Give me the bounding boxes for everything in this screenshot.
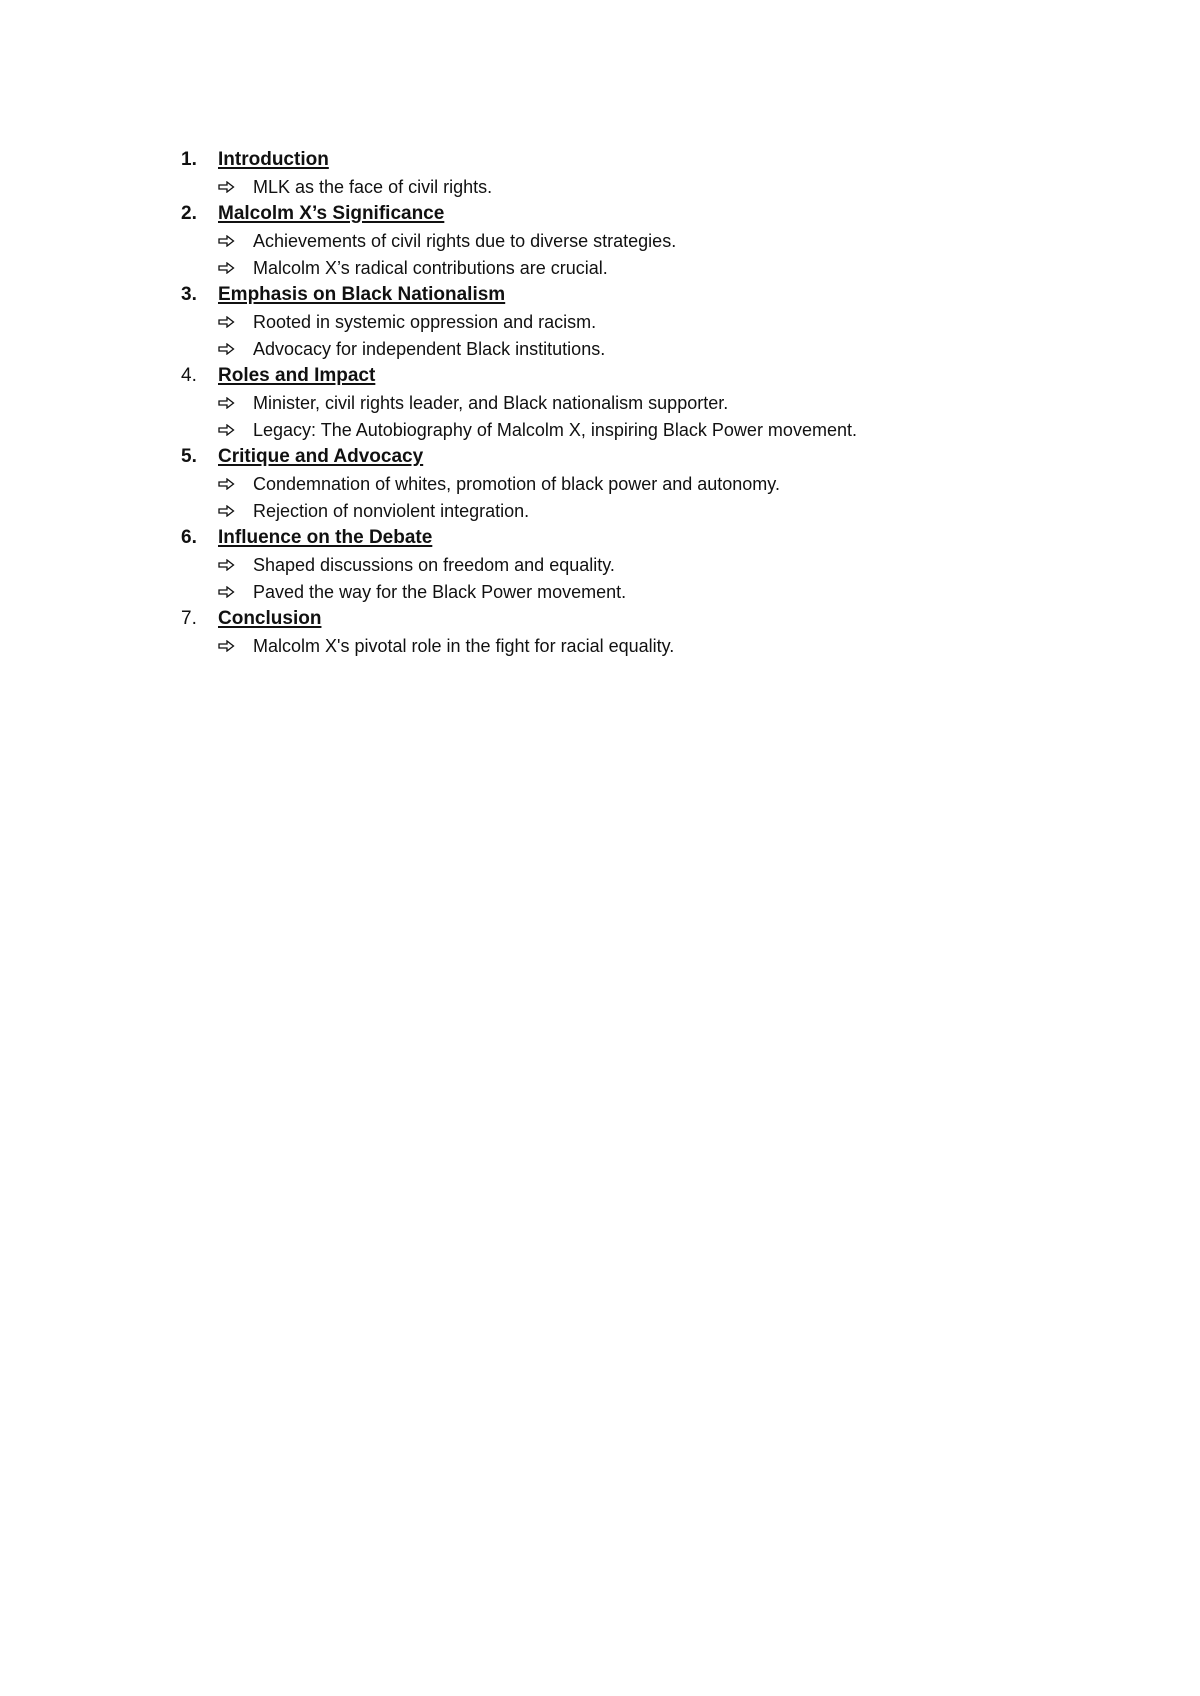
section-heading: Critique and Advocacy (218, 446, 424, 467)
outline-right-arrow-icon (218, 551, 253, 578)
bullet-text: MLK as the face of civil rights. (253, 176, 493, 197)
bullet-text: Legacy: The Autobiography of Malcolm X, inspiring Black Power movement. (253, 419, 857, 440)
bullet-text: Condemnation of whites, promotion of black power and autonomy. (253, 473, 780, 494)
bullet-point (181, 470, 1081, 497)
section-number: 6. (181, 527, 197, 548)
section-heading: Emphasis on Black Nationalism (218, 284, 506, 305)
bullet-text: Rooted in systemic oppression and racism. (253, 311, 597, 332)
bullet-point (181, 227, 1081, 254)
bullet-list (181, 470, 1081, 524)
outline-right-arrow-icon (218, 497, 253, 524)
bullet-point (181, 632, 1081, 659)
bullet-list (181, 551, 1081, 605)
section-heading: Roles and Impact (218, 365, 376, 386)
section-heading-row (181, 443, 1081, 470)
section-heading-row (181, 524, 1081, 551)
bullet-text: Minister, civil rights leader, and Black nationalism supporter. (253, 392, 729, 413)
bullet-point (181, 389, 1081, 416)
section-number: 5. (181, 446, 197, 467)
outline-section (181, 524, 1081, 605)
bullet-text: Shaped discussions on freedom and equality. (253, 554, 615, 575)
bullet-text: Malcolm X's pivotal role in the fight for racial equality. (253, 635, 675, 656)
section-heading: Influence on the Debate (218, 527, 433, 548)
bullet-list (181, 227, 1081, 281)
bullet-list (181, 389, 1081, 443)
section-heading-row (181, 281, 1081, 308)
outline-right-arrow-icon (218, 578, 253, 605)
outline-right-arrow-icon (218, 416, 253, 443)
bullet-text: Achievements of civil rights due to diverse strategies. (253, 230, 677, 251)
section-number: 2. (181, 203, 197, 224)
section-heading: Conclusion (218, 608, 322, 629)
section-heading: Malcolm X’s Significance (218, 203, 445, 224)
bullet-list (181, 308, 1081, 362)
section-heading-row (181, 146, 1081, 173)
outline-section (181, 605, 1081, 659)
bullet-text: Advocacy for independent Black institutions. (253, 338, 606, 359)
outline-right-arrow-icon (218, 254, 253, 281)
outline-right-arrow-icon (218, 308, 253, 335)
section-heading: Introduction (218, 149, 329, 170)
section-number: 3. (181, 284, 197, 305)
outline-right-arrow-icon (218, 632, 253, 659)
section-number: 4. (181, 365, 197, 386)
outline-section (181, 281, 1081, 362)
outline-right-arrow-icon (218, 470, 253, 497)
outline-section (181, 443, 1081, 524)
bullet-list (181, 632, 1081, 659)
outline-right-arrow-icon (218, 173, 253, 200)
outline-list (181, 146, 1081, 659)
bullet-point (181, 254, 1081, 281)
section-number: 1. (181, 149, 197, 170)
outline-right-arrow-icon (218, 389, 253, 416)
outline-right-arrow-icon (218, 335, 253, 362)
bullet-text: Malcolm X’s radical contributions are crucial. (253, 257, 608, 278)
bullet-point (181, 416, 1081, 443)
bullet-text: Paved the way for the Black Power movement. (253, 581, 627, 602)
outline-section (181, 200, 1081, 281)
outline-section (181, 146, 1081, 200)
bullet-point (181, 578, 1081, 605)
outline-right-arrow-icon (218, 227, 253, 254)
section-number: 7. (181, 608, 197, 629)
bullet-point (181, 173, 1081, 200)
section-heading-row (181, 200, 1081, 227)
section-heading-row (181, 605, 1081, 632)
bullet-point (181, 308, 1081, 335)
bullet-text: Rejection of nonviolent integration. (253, 500, 530, 521)
section-heading-row (181, 362, 1081, 389)
outline-section (181, 362, 1081, 443)
bullet-point (181, 335, 1081, 362)
bullet-point (181, 497, 1081, 524)
bullet-point (181, 551, 1081, 578)
bullet-list (181, 173, 1081, 200)
